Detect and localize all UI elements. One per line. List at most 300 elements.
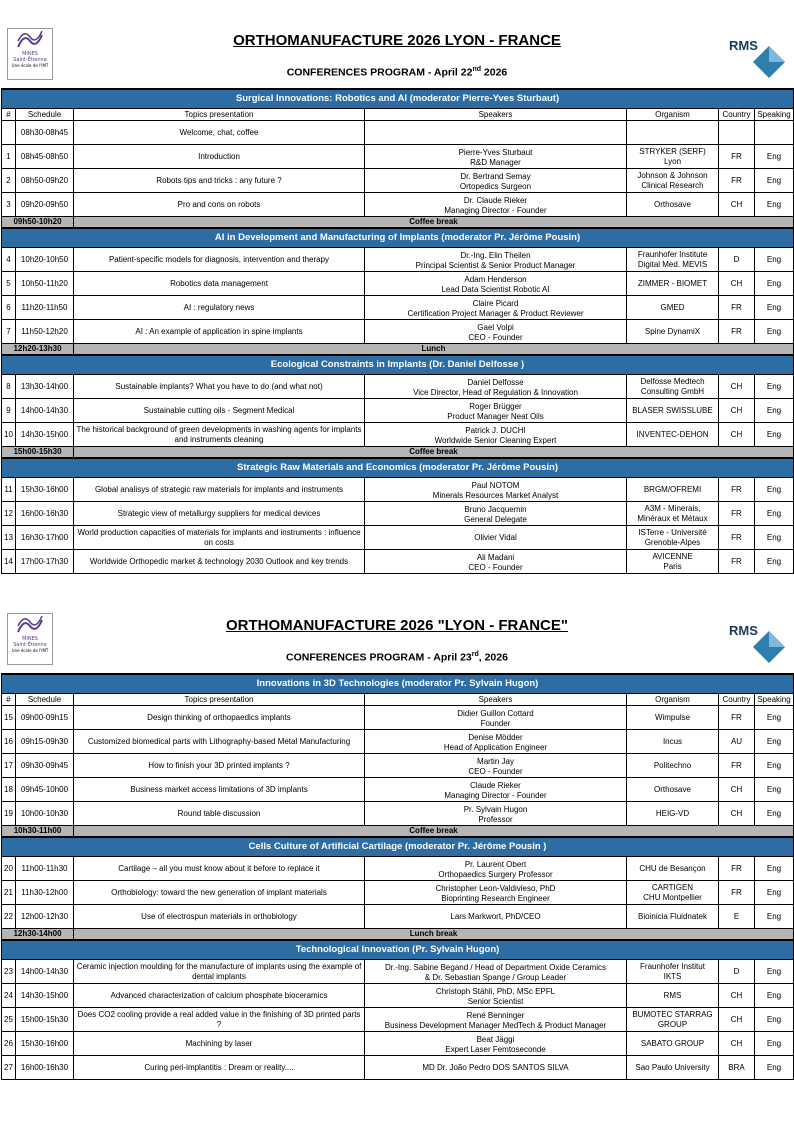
organism-line2: GROUP bbox=[657, 1019, 688, 1029]
table-row bbox=[2, 778, 794, 802]
speaker-name: Patrick J. DUCHI bbox=[465, 426, 526, 435]
row-schedule: 08h30-08h45 bbox=[16, 121, 74, 145]
row-speakers bbox=[365, 1056, 627, 1080]
session-header-row bbox=[2, 674, 794, 694]
row-speakers bbox=[365, 121, 627, 145]
row-speakers bbox=[365, 272, 627, 296]
row-country: E bbox=[719, 905, 755, 929]
organism-line1: Orthosave bbox=[654, 199, 691, 209]
row-organism bbox=[627, 272, 719, 296]
row-topic: Ceramic injection moulding for the manufacture of implants using the example of dental implants bbox=[74, 960, 365, 984]
row-speaking: Eng bbox=[755, 905, 794, 929]
row-speaking: Eng bbox=[755, 550, 794, 574]
row-organism bbox=[627, 502, 719, 526]
speaker-role: Managing Director - Founder bbox=[444, 791, 547, 800]
speaker-name: Claire Picard bbox=[472, 299, 519, 308]
break-time: 12h30-14h00 bbox=[2, 929, 74, 941]
organism-line1: AVICENNE bbox=[652, 551, 693, 561]
row-num: 15 bbox=[2, 706, 16, 730]
row-organism bbox=[627, 193, 719, 217]
speaker-role: Orthopaedics Surgery Professor bbox=[438, 870, 553, 879]
row-speakers bbox=[365, 881, 627, 905]
column-header-row bbox=[2, 694, 794, 706]
row-organism bbox=[627, 1008, 719, 1032]
session-header-row bbox=[2, 837, 794, 857]
table-row bbox=[2, 550, 794, 574]
row-speaking: Eng bbox=[755, 423, 794, 447]
col-header-topic: Topics presentation bbox=[74, 109, 365, 121]
row-num bbox=[2, 121, 16, 145]
row-num: 13 bbox=[2, 526, 16, 550]
speaker-name: Beat Jäggi bbox=[476, 1035, 515, 1044]
row-speaking: Eng bbox=[755, 478, 794, 502]
row-topic: Worldwide Orthopedic market & technology 2030 Outlook and key trends bbox=[74, 550, 365, 574]
break-label: Lunch break bbox=[74, 929, 794, 941]
row-speaking: Eng bbox=[755, 399, 794, 423]
row-num: 14 bbox=[2, 550, 16, 574]
row-topic: Customized biomedical parts with Lithography-based Metal Manufacturing bbox=[74, 730, 365, 754]
speaker-name: Adam Henderson bbox=[464, 275, 527, 284]
row-country: FR bbox=[719, 320, 755, 344]
program-table-day-1 bbox=[1, 88, 794, 574]
row-schedule: 12h00-12h30 bbox=[16, 905, 74, 929]
session-header-row bbox=[2, 228, 794, 248]
table-row bbox=[2, 296, 794, 320]
row-schedule: 14h00-14h30 bbox=[16, 960, 74, 984]
speaker-role: Professor bbox=[478, 815, 513, 824]
row-topic: Round table discussion bbox=[74, 802, 365, 826]
session-title: AI in Development and Manufacturing of Implants (moderator Pr. Jérôme Pousin) bbox=[2, 228, 794, 248]
organism-line2: Minéraux et Métaux bbox=[637, 513, 708, 523]
row-speaking: Eng bbox=[755, 1008, 794, 1032]
table-row bbox=[2, 984, 794, 1008]
organism-line2: Paris bbox=[663, 561, 682, 571]
row-speaking: Eng bbox=[755, 320, 794, 344]
row-topic: Does CO2 cooling provide a real added value in the finishing of 3D printed parts ? bbox=[74, 1008, 365, 1032]
row-speakers bbox=[365, 857, 627, 881]
table-row bbox=[2, 502, 794, 526]
organism-line2: IKTS bbox=[663, 971, 682, 981]
break-label: Coffee break bbox=[74, 826, 794, 838]
speaker-role: Vice Director, Head of Regulation & Innovation bbox=[413, 388, 578, 397]
row-topic: Patient-specific models for diagnosis, intervention and therapy bbox=[74, 248, 365, 272]
mines-logo-line1: MINES bbox=[22, 636, 38, 642]
row-num: 19 bbox=[2, 802, 16, 826]
session-title: Cells Culture of Artificial Cartilage (moderator Pr. Jérôme Pousin ) bbox=[2, 837, 794, 857]
row-num: 20 bbox=[2, 857, 16, 881]
row-schedule: 15h00-15h30 bbox=[16, 1008, 74, 1032]
row-country: FR bbox=[719, 857, 755, 881]
organism-line2: Lyon bbox=[663, 156, 682, 166]
row-organism bbox=[627, 1056, 719, 1080]
row-topic: Cartilage – all you must know about it before to replace it bbox=[74, 857, 365, 881]
row-speakers bbox=[365, 1008, 627, 1032]
row-speakers bbox=[365, 169, 627, 193]
row-schedule: 14h30-15h00 bbox=[16, 984, 74, 1008]
row-country: BRA bbox=[719, 1056, 755, 1080]
header-day-1 bbox=[1, 22, 793, 88]
speaker-role: Certification Project Manager & Product Reviewer bbox=[407, 309, 584, 318]
table-row bbox=[2, 478, 794, 502]
row-country: FR bbox=[719, 169, 755, 193]
organism-line1: Johnson & Johnson bbox=[637, 170, 708, 180]
row-num: 10 bbox=[2, 423, 16, 447]
row-speaking: Eng bbox=[755, 145, 794, 169]
break-label: Coffee break bbox=[74, 447, 794, 459]
row-schedule: 11h50-12h20 bbox=[16, 320, 74, 344]
session-title: Technological Innovation (Pr. Sylvain Hugon) bbox=[2, 940, 794, 960]
col-header-num: # bbox=[2, 694, 16, 706]
row-schedule: 11h30-12h00 bbox=[16, 881, 74, 905]
row-speaking: Eng bbox=[755, 960, 794, 984]
row-organism bbox=[627, 320, 719, 344]
row-organism bbox=[627, 375, 719, 399]
table-row bbox=[2, 881, 794, 905]
table-row bbox=[2, 121, 794, 145]
row-speakers bbox=[365, 375, 627, 399]
row-organism bbox=[627, 399, 719, 423]
row-topic: Sustainable implants? What you have to do (and what not) bbox=[74, 375, 365, 399]
organism-line1: RMS bbox=[663, 990, 682, 1000]
row-num: 26 bbox=[2, 1032, 16, 1056]
speaker-role: Founder bbox=[480, 719, 511, 728]
mines-logo-line2: Saint-Étienne bbox=[13, 57, 47, 63]
row-speakers bbox=[365, 502, 627, 526]
row-num: 23 bbox=[2, 960, 16, 984]
row-organism bbox=[627, 526, 719, 550]
table-row bbox=[2, 169, 794, 193]
table-row bbox=[2, 423, 794, 447]
row-country: D bbox=[719, 960, 755, 984]
row-topic: Orthobiology: toward the new generation of implant materials bbox=[74, 881, 365, 905]
col-header-topic: Topics presentation bbox=[74, 694, 365, 706]
row-schedule: 10h00-10h30 bbox=[16, 802, 74, 826]
row-schedule: 09h20-09h50 bbox=[16, 193, 74, 217]
break-time: 09h50-10h20 bbox=[2, 217, 74, 229]
rms-logo bbox=[729, 621, 787, 665]
row-speaking: Eng bbox=[755, 984, 794, 1008]
row-schedule: 15h30-16h00 bbox=[16, 1032, 74, 1056]
speaker-role: Ortopedics Surgeon bbox=[459, 182, 532, 191]
break-time: 15h00-15h30 bbox=[2, 447, 74, 459]
row-country: AU bbox=[719, 730, 755, 754]
row-organism bbox=[627, 881, 719, 905]
organism-line1: SABATO GROUP bbox=[640, 1038, 705, 1048]
col-header-country: Country bbox=[719, 109, 755, 121]
row-country: FR bbox=[719, 145, 755, 169]
row-num: 1 bbox=[2, 145, 16, 169]
row-organism bbox=[627, 423, 719, 447]
program-day-1 bbox=[1, 22, 793, 574]
break-row bbox=[2, 447, 794, 459]
speaker-name: Pr. Laurent Obert bbox=[464, 860, 527, 869]
organism-line1: Spine DynamiX bbox=[644, 326, 701, 336]
row-schedule: 09h15-09h30 bbox=[16, 730, 74, 754]
table-row bbox=[2, 1008, 794, 1032]
row-topic: Advanced characterization of calcium phosphate bioceramics bbox=[74, 984, 365, 1008]
row-num: 27 bbox=[2, 1056, 16, 1080]
organism-line1: STRYKER (SERF) bbox=[639, 146, 706, 156]
row-topic: Robotics data management bbox=[74, 272, 365, 296]
row-speakers bbox=[365, 145, 627, 169]
row-num: 3 bbox=[2, 193, 16, 217]
row-speakers bbox=[365, 1032, 627, 1056]
row-country: CH bbox=[719, 423, 755, 447]
organism-line1: Fraunhofer Institut bbox=[640, 961, 705, 971]
row-schedule: 16h00-16h30 bbox=[16, 1056, 74, 1080]
row-topic: Introduction bbox=[74, 145, 365, 169]
row-speakers bbox=[365, 296, 627, 320]
organism-line2: CHU Montpellier bbox=[643, 892, 702, 902]
row-speaking: Eng bbox=[755, 502, 794, 526]
row-topic: Robots tips and tricks : any future ? bbox=[74, 169, 365, 193]
page-subtitle: CONFERENCES PROGRAM - April 23rd, 2026 bbox=[286, 651, 508, 664]
speaker-name: Dr.-Ing. Elin Theilen bbox=[460, 251, 531, 260]
row-country: CH bbox=[719, 375, 755, 399]
organism-line1: CARTIGEN bbox=[651, 882, 694, 892]
page-title: ORTHOMANUFACTURE 2026 LYON - FRANCE bbox=[233, 32, 561, 49]
row-topic: Machining by laser bbox=[74, 1032, 365, 1056]
speaker-name: Paul NOTOM bbox=[471, 481, 520, 490]
row-topic: Global analisys of strategic raw materials for implants and instruments bbox=[74, 478, 365, 502]
organism-line1: ZIMMER - BIOMET bbox=[637, 278, 708, 288]
row-organism bbox=[627, 706, 719, 730]
row-organism bbox=[627, 730, 719, 754]
row-speakers bbox=[365, 320, 627, 344]
speaker-role: Senior Scientist bbox=[467, 997, 524, 1006]
break-row bbox=[2, 217, 794, 229]
row-num: 18 bbox=[2, 778, 16, 802]
speaker-name: Lars Markwort, PhD/CEO bbox=[450, 911, 541, 921]
row-speaking: Eng bbox=[755, 272, 794, 296]
mines-logo-line1: MINES bbox=[22, 51, 38, 57]
row-num: 5 bbox=[2, 272, 16, 296]
row-topic: Business market access limitations of 3D implants bbox=[74, 778, 365, 802]
speaker-name: Dr.-Ing. Sabine Begand / Head of Department Oxide Ceramics bbox=[385, 963, 606, 972]
rms-logo bbox=[729, 36, 787, 80]
row-speaking: Eng bbox=[755, 248, 794, 272]
row-country bbox=[719, 121, 755, 145]
row-schedule: 16h30-17h00 bbox=[16, 526, 74, 550]
organism-line1: BRGM/OFREMI bbox=[643, 484, 702, 494]
break-row bbox=[2, 344, 794, 356]
table-row bbox=[2, 905, 794, 929]
table-row bbox=[2, 1056, 794, 1080]
speaker-role: CEO - Founder bbox=[468, 333, 523, 342]
row-speakers bbox=[365, 706, 627, 730]
row-num: 4 bbox=[2, 248, 16, 272]
speaker-name: Daniel Delfosse bbox=[467, 378, 524, 387]
row-speakers bbox=[365, 193, 627, 217]
row-country: CH bbox=[719, 778, 755, 802]
table-row bbox=[2, 272, 794, 296]
table-row bbox=[2, 375, 794, 399]
table-row bbox=[2, 857, 794, 881]
rms-logo-text: RMS bbox=[729, 38, 758, 53]
col-header-schedule: Schedule bbox=[16, 109, 74, 121]
speaker-role: R&D Manager bbox=[470, 158, 521, 167]
organism-line1: BUMOTEC STARRAG bbox=[632, 1009, 713, 1019]
organism-line1: Bioinicia Fluidnatek bbox=[638, 911, 707, 921]
row-speakers bbox=[365, 478, 627, 502]
program-day-2 bbox=[1, 607, 793, 1080]
row-country: CH bbox=[719, 1032, 755, 1056]
mines-logo-line3: Une école de l'IMT bbox=[11, 648, 49, 653]
col-header-speaking: Speaking bbox=[755, 109, 794, 121]
row-schedule: 14h30-15h00 bbox=[16, 423, 74, 447]
row-schedule: 17h00-17h30 bbox=[16, 550, 74, 574]
speaker-role: Expert Laser Femtoseconde bbox=[445, 1045, 546, 1054]
row-schedule: 15h30-16h00 bbox=[16, 478, 74, 502]
row-country: FR bbox=[719, 296, 755, 320]
row-country: FR bbox=[719, 754, 755, 778]
row-country: FR bbox=[719, 550, 755, 574]
row-topic: Design thinking of orthopaedics implants bbox=[74, 706, 365, 730]
organism-line1: A3M - Minerais, bbox=[644, 503, 701, 513]
row-speaking: Eng bbox=[755, 526, 794, 550]
row-country: CH bbox=[719, 1008, 755, 1032]
table-row bbox=[2, 399, 794, 423]
row-num: 7 bbox=[2, 320, 16, 344]
speaker-role: Bioprinting Research Engineer bbox=[441, 894, 550, 903]
table-row bbox=[2, 754, 794, 778]
row-speaking: Eng bbox=[755, 193, 794, 217]
session-title: Surgical Innovations: Robotics and AI (moderator Pierre-Yves Sturbaut) bbox=[2, 89, 794, 109]
row-topic: Pro and cons on robots bbox=[74, 193, 365, 217]
row-speakers bbox=[365, 526, 627, 550]
break-row bbox=[2, 826, 794, 838]
row-organism bbox=[627, 905, 719, 929]
mines-logo-line3: Une école de l'IMT bbox=[11, 63, 49, 68]
row-speaking: Eng bbox=[755, 857, 794, 881]
speaker-role: Lead Data Scientist Robotic AI bbox=[441, 285, 550, 294]
row-speaking: Eng bbox=[755, 169, 794, 193]
row-speakers bbox=[365, 399, 627, 423]
row-organism bbox=[627, 169, 719, 193]
organism-line2: Digital Med. MEVIS bbox=[637, 259, 708, 269]
table-row bbox=[2, 526, 794, 550]
row-organism bbox=[627, 478, 719, 502]
speaker-name: Bruno Jacquemin bbox=[464, 505, 527, 514]
program-table-day-2 bbox=[1, 673, 794, 1080]
speaker-name: Dr. Claude Rieker bbox=[463, 196, 528, 205]
table-row bbox=[2, 1032, 794, 1056]
row-schedule: 09h00-09h15 bbox=[16, 706, 74, 730]
speaker-name: Pr. Sylvain Hugon bbox=[463, 805, 528, 814]
table-row bbox=[2, 193, 794, 217]
row-num: 22 bbox=[2, 905, 16, 929]
row-num: 25 bbox=[2, 1008, 16, 1032]
row-speaking: Eng bbox=[755, 881, 794, 905]
row-schedule: 10h50-11h20 bbox=[16, 272, 74, 296]
row-num: 9 bbox=[2, 399, 16, 423]
speaker-name: René Benninger bbox=[466, 1011, 525, 1020]
row-country: FR bbox=[719, 881, 755, 905]
session-header-row bbox=[2, 458, 794, 478]
row-topic: Use of electrospun materials in orthobiology bbox=[74, 905, 365, 929]
row-speaking: Eng bbox=[755, 730, 794, 754]
speaker-name: Christoph Stähli, PhD, MSc EPFL bbox=[435, 987, 556, 996]
col-header-organism: Organism bbox=[627, 109, 719, 121]
row-country: FR bbox=[719, 502, 755, 526]
row-speaking: Eng bbox=[755, 706, 794, 730]
row-topic: Sustainable cutting oils - Segment Medical bbox=[74, 399, 365, 423]
break-label: Lunch bbox=[74, 344, 794, 356]
speaker-name: Claude Rieker bbox=[470, 781, 521, 790]
row-country: FR bbox=[719, 706, 755, 730]
speaker-name: MD Dr. João Pedro DOS SANTOS SILVA bbox=[422, 1062, 569, 1072]
organism-line2: Grenoble-Alpes bbox=[644, 537, 701, 547]
row-organism bbox=[627, 1032, 719, 1056]
row-speakers bbox=[365, 423, 627, 447]
row-num: 8 bbox=[2, 375, 16, 399]
organism-line1: BLASER SWISSLUBE bbox=[632, 405, 713, 415]
col-header-speakers: Speakers bbox=[365, 109, 627, 121]
speaker-role: CEO - Founder bbox=[468, 563, 523, 572]
organism-line1: INVENTEC-DEHON bbox=[636, 429, 709, 439]
speaker-role: General Delegate bbox=[464, 515, 527, 524]
speaker-role: Managing Director - Founder bbox=[444, 206, 547, 215]
row-organism bbox=[627, 960, 719, 984]
organism-line2: Clinical Research bbox=[641, 180, 704, 190]
row-speakers bbox=[365, 960, 627, 984]
row-speakers bbox=[365, 730, 627, 754]
organism-line1: Wimpulse bbox=[654, 712, 691, 722]
break-row bbox=[2, 929, 794, 941]
speaker-role: Head of Application Engineer bbox=[443, 743, 548, 752]
table-row bbox=[2, 730, 794, 754]
header-day-2 bbox=[1, 607, 793, 673]
row-schedule: 08h45-08h50 bbox=[16, 145, 74, 169]
row-schedule: 11h00-11h30 bbox=[16, 857, 74, 881]
row-speaking: Eng bbox=[755, 1056, 794, 1080]
row-organism bbox=[627, 857, 719, 881]
organism-line1: Politechno bbox=[653, 760, 692, 770]
organism-line1: GMED bbox=[660, 302, 685, 312]
row-schedule: 11h20-11h50 bbox=[16, 296, 74, 320]
row-topic: How to finish your 3D printed implants ? bbox=[74, 754, 365, 778]
speaker-role: Business Development Manager MedTech & Product Manager bbox=[384, 1021, 607, 1030]
row-country: CH bbox=[719, 193, 755, 217]
break-time: 12h20-13h30 bbox=[2, 344, 74, 356]
row-speakers bbox=[365, 778, 627, 802]
speaker-name: Dr. Bertrand Semay bbox=[460, 172, 531, 181]
row-num: 11 bbox=[2, 478, 16, 502]
organism-line1: Fraunhofer Institute bbox=[637, 249, 708, 259]
row-num: 2 bbox=[2, 169, 16, 193]
row-topic: The historical background of green developments in washing agents for implants and instruments cleaning bbox=[74, 423, 365, 447]
table-row bbox=[2, 706, 794, 730]
row-num: 6 bbox=[2, 296, 16, 320]
row-speaking: Eng bbox=[755, 754, 794, 778]
row-speaking: Eng bbox=[755, 778, 794, 802]
rms-logo-text: RMS bbox=[729, 623, 758, 638]
session-header-row bbox=[2, 89, 794, 109]
col-header-speakers: Speakers bbox=[365, 694, 627, 706]
row-schedule: 10h20-10h50 bbox=[16, 248, 74, 272]
row-topic: AI : regulatory news bbox=[74, 296, 365, 320]
table-row bbox=[2, 802, 794, 826]
row-speaking: Eng bbox=[755, 802, 794, 826]
organism-line2: Consulting GmbH bbox=[640, 386, 705, 396]
session-title: Ecological Constraints in Implants (Dr. Daniel Delfosse ) bbox=[2, 355, 794, 375]
table-row bbox=[2, 248, 794, 272]
row-schedule: 13h30-14h00 bbox=[16, 375, 74, 399]
page-subtitle: CONFERENCES PROGRAM - April 22nd 2026 bbox=[286, 66, 508, 79]
row-topic: Strategic view of metallurgy suppliers for medical devices bbox=[74, 502, 365, 526]
col-header-speaking: Speaking bbox=[755, 694, 794, 706]
organism-line1: Sao Paulo University bbox=[635, 1062, 710, 1072]
